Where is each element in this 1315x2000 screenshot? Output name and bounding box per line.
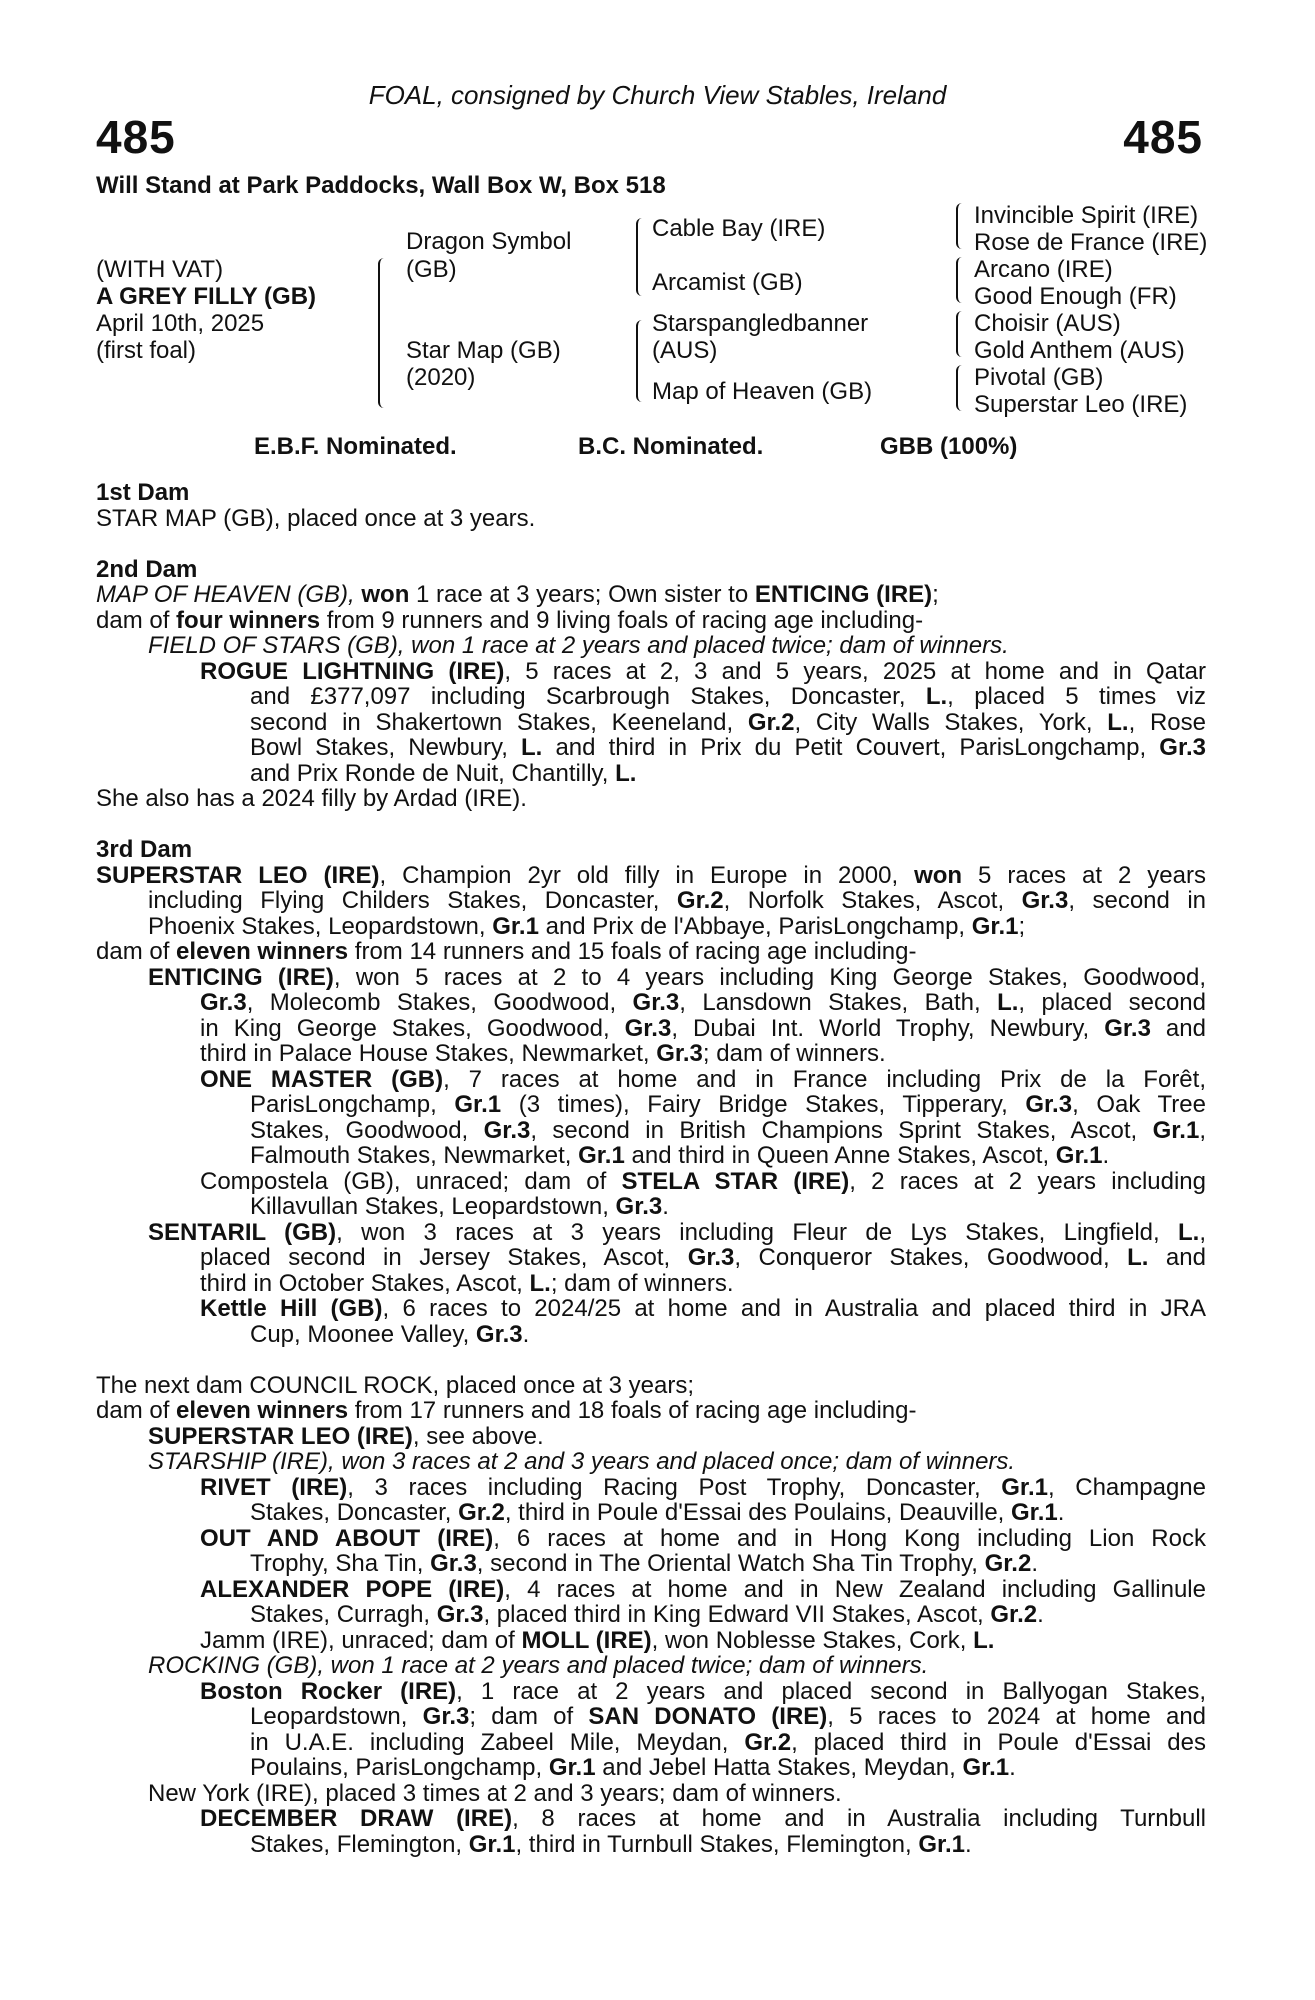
record-line: third in October Stakes, Ascot, L.; dam of winners. xyxy=(200,1269,734,1297)
record-line: Trophy, Sha Tin, Gr.3, second in The Oriental Watch Sha Tin Trophy, Gr.2. xyxy=(250,1550,1038,1577)
record-line: Stakes, Goodwood, Gr.3, second in British Champions Sprint Stakes, Ascot, Gr.1, xyxy=(250,1117,1206,1143)
dam-year: (2020) xyxy=(406,364,476,391)
produce-record xyxy=(96,480,1206,1857)
produce-rivet: RIVET (IRE), 3 races including Racing Post Trophy, Doncaster, Gr.1, Champagne xyxy=(200,1474,1206,1500)
stand-location: Will Stand at Park Paddocks, Wall Box W, Box 518 xyxy=(96,172,666,199)
second-dam-line: MAP OF HEAVEN (GB), won 1 race at 3 years; Own sister to ENTICING (IRE); xyxy=(96,581,939,608)
sire-name: Dragon Symbol xyxy=(406,228,572,255)
record-line: and £377,097 including Scarbrough Stakes, Doncaster, L., placed 5 times viz xyxy=(250,684,1206,710)
record-line: Cup, Moonee Valley, Gr.3. xyxy=(250,1320,530,1348)
record-line: Phoenix Stakes, Leopardstown, Gr.1 and Prix de l'Abbaye, ParisLongchamp, Gr.1; xyxy=(148,912,1026,940)
produce-december-draw: DECEMBER DRAW (IRE), 8 races at home and in Australia including Turnbull xyxy=(200,1806,1206,1832)
third-dam-heading: 3rd Dam xyxy=(96,836,193,863)
brace-g1 xyxy=(956,203,966,249)
produce-jamm: Jamm (IRE), unraced; dam of MOLL (IRE), won Noblesse Stakes, Cork, L. xyxy=(200,1626,995,1654)
produce-sentaril: SENTARIL (GB), won 3 races at 3 years including Fleur de Lys Stakes, Lingfield, L., xyxy=(148,1219,1206,1245)
record-line: Stakes, Flemington, Gr.1, third in Turnbull Stakes, Flemington, Gr.1. xyxy=(250,1830,972,1858)
second-dam-produce-summary: dam of four winners from 9 runners and 9 living foals of racing age including- xyxy=(96,606,924,634)
dam-sire-origin: (AUS) xyxy=(652,337,718,364)
lot-number-right: 485 xyxy=(1123,111,1203,163)
produce-enticing: ENTICING (IRE), won 5 races at 2 to 4 years including King George Stakes, Goodwood, xyxy=(148,964,1206,990)
gg-dss: Choisir (AUS) xyxy=(974,310,1121,337)
ebf-nomination: E.B.F. Nominated. xyxy=(254,433,457,460)
foaling-date: April 10th, 2025 xyxy=(96,310,265,337)
record-line: Bowl Stakes, Newbury, L. and third in Prix du Petit Couvert, ParisLongchamp, Gr.3 xyxy=(250,735,1206,761)
record-line: Stakes, Doncaster, Gr.2, third in Poule d'Essai des Poulains, Deauville, Gr.1. xyxy=(250,1499,1065,1526)
record-line: and Prix Ronde de Nuit, Chantilly, L. xyxy=(250,759,637,787)
produce-one-master: ONE MASTER (GB), 7 races at home and in France including Prix de la Forêt, xyxy=(200,1066,1206,1092)
gg-dds: Pivotal (GB) xyxy=(974,364,1104,391)
second-dam-heading: 2nd Dam xyxy=(96,555,198,583)
dam-dam: Map of Heaven (GB) xyxy=(652,378,873,405)
produce-alexander-pope: ALEXANDER POPE (IRE), 4 races at home and in New Zealand including Gallinule xyxy=(200,1576,1206,1602)
dam-sire-name: Starspangledbanner xyxy=(652,310,869,337)
foal-note: (first foal) xyxy=(96,337,197,364)
produce-new-york: New York (IRE), placed 3 times at 2 and 3 years; dam of winners. xyxy=(148,1779,842,1807)
third-dam-produce-summary: dam of eleven winners from 14 runners and 15 foals of racing age including- xyxy=(96,938,917,965)
brace-g2 xyxy=(956,257,966,303)
third-dam-line: SUPERSTAR LEO (IRE), Champion 2yr old filly in Europe in 2000, won 5 races at 2 years xyxy=(96,862,1206,888)
next-dam-produce-summary: dam of eleven winners from 17 runners and 18 foals of racing age including- xyxy=(96,1397,917,1424)
produce-starship: STARSHIP (IRE), won 3 races at 2 and 3 years and placed once; dam of winners. xyxy=(148,1448,1016,1475)
dam-name: Star Map (GB) xyxy=(406,337,561,364)
first-dam-text: STAR MAP (GB), placed once at 3 years. xyxy=(96,504,536,532)
sire-sire: Cable Bay (IRE) xyxy=(652,215,826,242)
sire-origin: (GB) xyxy=(406,256,457,283)
record-line: second in Shakertown Stakes, Keeneland, Gr.2, City Walls Stakes, York, L., Rose xyxy=(250,709,1206,735)
produce-field-of-stars: FIELD OF STARS (GB), won 1 race at 2 years and placed twice; dam of winners. xyxy=(148,632,1009,659)
record-line: Leopardstown, Gr.3; dam of SAN DONATO (IRE), 5 races to 2024 at home and xyxy=(250,1704,1206,1730)
gg-ddd: Superstar Leo (IRE) xyxy=(974,391,1188,418)
brace-g3 xyxy=(956,311,966,357)
produce-superstar-leo: SUPERSTAR LEO (IRE), see above. xyxy=(148,1422,544,1450)
consignor-line: FOAL, consigned by Church View Stables, Ireland xyxy=(368,80,947,110)
produce-rocking: ROCKING (GB), won 1 race at 2 years and placed twice; dam of winners. xyxy=(148,1652,929,1679)
vat-note: (WITH VAT) xyxy=(96,256,224,283)
record-line: in U.A.E. including Zabeel Mile, Meydan, Gr.2, placed third in Poule d'Essai des xyxy=(250,1729,1206,1755)
produce-kettle-hill: Kettle Hill (GB), 6 races to 2024/25 at home and in Australia and placed third in JRA xyxy=(200,1296,1206,1322)
gg-sss: Invincible Spirit (IRE) xyxy=(974,202,1199,229)
gg-ssd: Rose de France (IRE) xyxy=(974,229,1208,256)
dam-brace xyxy=(636,320,646,402)
yearling-note: She also has a 2024 filly by Ardad (IRE). xyxy=(96,785,527,812)
record-line: third in Palace House Stakes, Newmarket, Gr.3; dam of winners. xyxy=(200,1040,886,1067)
record-line: in King George Stakes, Goodwood, Gr.3, Dubai Int. World Trophy, Newbury, Gr.3 and xyxy=(200,1015,1206,1041)
brace-g4 xyxy=(956,365,966,411)
record-line: Poulains, ParisLongchamp, Gr.1 and Jebel Hatta Stakes, Meydan, Gr.1. xyxy=(250,1754,1016,1781)
sire-brace xyxy=(636,218,646,296)
pedigree-brace-main xyxy=(378,258,388,408)
bc-nomination: B.C. Nominated. xyxy=(578,433,764,460)
record-line: Gr.3, Molecomb Stakes, Goodwood, Gr.3, Lansdown Stakes, Bath, L., placed second xyxy=(200,990,1206,1016)
record-line: Falmouth Stakes, Newmarket, Gr.1 and third in Queen Anne Stakes, Ascot, Gr.1. xyxy=(250,1142,1110,1169)
lot-name: A GREY FILLY (GB) xyxy=(96,283,317,310)
gbb-rating: GBB (100%) xyxy=(880,433,1018,460)
produce-boston-rocker: Boston Rocker (IRE), 1 race at 2 years and placed second in Ballyogan Stakes, xyxy=(200,1678,1206,1704)
record-line: Killavullan Stakes, Leopardstown, Gr.3. xyxy=(250,1193,669,1220)
record-line: including Flying Childers Stakes, Doncaster, Gr.2, Norfolk Stakes, Ascot, Gr.3, second in xyxy=(148,888,1206,914)
record-line: Stakes, Curragh, Gr.3, placed third in King Edward VII Stakes, Ascot, Gr.2. xyxy=(250,1601,1044,1628)
produce-rogue-lightning: ROGUE LIGHTNING (IRE), 5 races at 2, 3 and 5 years, 2025 at home and in Qatar xyxy=(200,658,1206,684)
gg-dsd: Gold Anthem (AUS) xyxy=(974,337,1185,364)
gg-sds: Arcano (IRE) xyxy=(974,256,1113,283)
next-dam-line: The next dam COUNCIL ROCK, placed once at 3 years; xyxy=(96,1371,695,1399)
first-dam-heading: 1st Dam xyxy=(96,479,190,506)
lot-number-left: 485 xyxy=(96,111,176,163)
sire-dam: Arcamist (GB) xyxy=(652,269,803,296)
produce-out-and-about: OUT AND ABOUT (IRE), 6 races at home and in Hong Kong including Lion Rock xyxy=(200,1525,1206,1551)
produce-compostela: Compostela (GB), unraced; dam of STELA STAR (IRE), 2 races at 2 years including xyxy=(200,1168,1206,1194)
record-line: placed second in Jersey Stakes, Ascot, Gr.3, Conqueror Stakes, Goodwood, L. and xyxy=(200,1245,1206,1271)
record-line: ParisLongchamp, Gr.1 (3 times), Fairy Bridge Stakes, Tipperary, Gr.3, Oak Tree xyxy=(250,1092,1206,1118)
gg-sdd: Good Enough (FR) xyxy=(974,283,1177,310)
